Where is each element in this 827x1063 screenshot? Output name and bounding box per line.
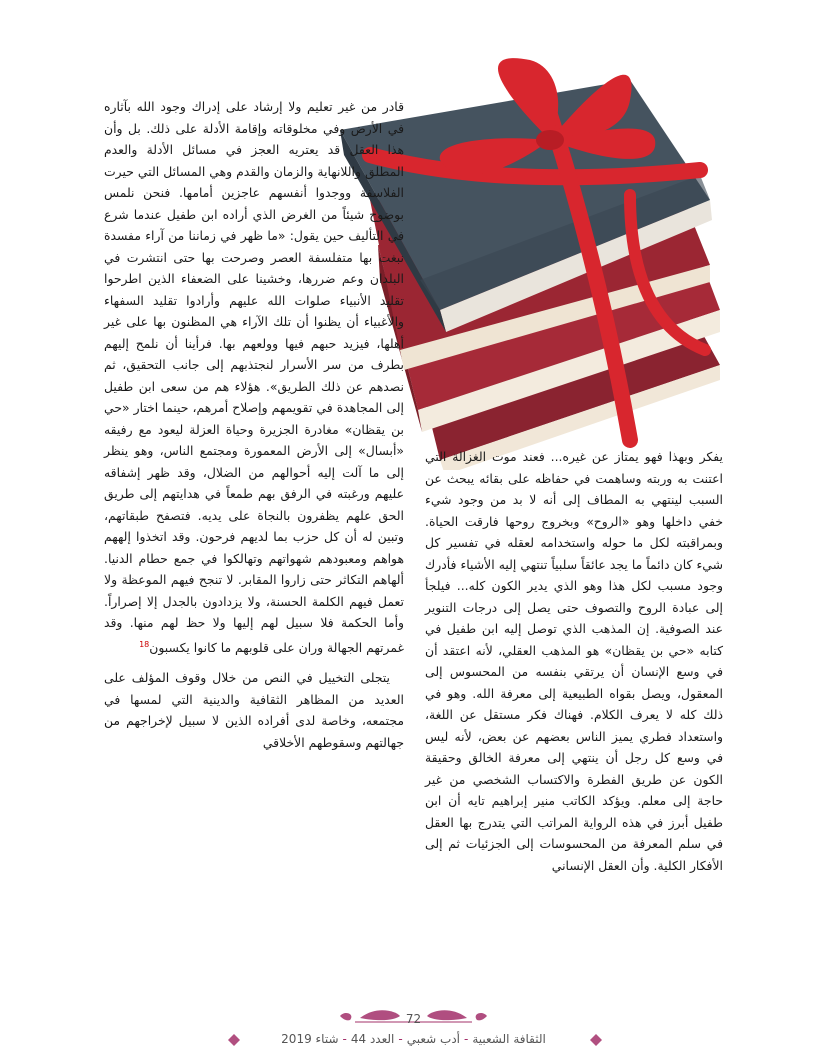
article-column-left <box>425 446 723 876</box>
footer-separator: - <box>398 1032 403 1046</box>
footnote-reference: 18 <box>139 639 150 649</box>
issue-season: شتاء 2019 <box>281 1032 339 1046</box>
page-number: 72 <box>405 1012 422 1026</box>
paragraph-3: يفكر وبهذا فهو يمتاز عن غيره... فعند موت الغزالة التي اعتنت به وربته وساهمت في حفاظه على بقائه يبحث عن السبب لينتهي به المطاف إلى أنه لا بد من وجود شيء خفي داخلها وهو «الروح» وبخروج روحها فارقت الحياة. وبمراقبته لكل ما حوله واستخدامه لعقله في تفسير كل شيء كان دائماً ما يجد عائقاً سلبياً تنتهي إليه الأشياء فأدرك وجود مسبب لكل هذا وهو الذي يدير الكون كله... فيلجأ إلى عبادة الروح والتصوف حتى يصل إلى درجات التنوير عند الصوفية. إن المذهب الذي توصل إليه ابن طفيل في كتابه «حي بن يقظان» هو المذهب العقلي، لأنه اعتقد أن في وسع الإنسان أن يرتقي بنفسه من المحسوس إلى المعقول، ويصل بقواه الطبيعية إلى معرفة الله. وهو في ذلك كله لا يعرف الكلام. فهناك فكر مستقل عن اللغة، واستعداد فطري يميز الناس بعضهم عن بعض، لأنه ليس في وسع كل رجل أن ينتهي إلى معرفة الخالق وحقيقة الكون عن طريق الفطرة والاكتساب الشخصي من غير حاجة إلى معلم. ويؤكد الكاتب منير إبراهيم تايه أن ابن طفيل أبرز في هذه الرواية المراتب التي يتدرج بها العقل في سلم المعرفة من المحسوسات إلى الجزئيات ثم إلى الأفكار الكلية. وأن العقل الإنساني <box>425 449 723 873</box>
footer-separator: - <box>342 1032 347 1046</box>
footer-separator: - <box>464 1032 469 1046</box>
paragraph-2: يتجلى التخييل في النص من خلال وقوف المؤلف على العديد من المظاهر الثقافية والدينية التي لمسها في مجتمعه، وخاصة لدى أفراده الذين لا سبيل لإخراجهم من جهالتهم وسقوطهم الأخلاقي <box>104 670 404 750</box>
magazine-name: الثقافة الشعبية <box>472 1032 546 1046</box>
footer-publication-info <box>0 1032 827 1046</box>
article-column-right <box>104 96 404 753</box>
paragraph-1: قادر من غير تعليم ولا إرشاد على إدراك وجود الله بآثاره في الأرض وفي مخلوقاته وإقامة الأدلة على ذلك. بل وأن هذا العقل قد يعتريه العجز في مسائل الأدلة والعدم المطلق واللانهاية والزمان والقدم وهي المسائل التي حيرت الفلاسفة ووجدوا أنفسهم عاجزين أمامها. فنحن نلمس بوضوح شيئاً من الغرض الذي أراده ابن طفيل عندما شرع في التأليف حين يقول: «ما ظهر في زماننا من آراء مفسدة نبغت بها متفلسفة العصر وصرحت بها حتى انتشرت في البلدان وعم ضررها، وخشينا على الضعفاء الذين اطرحوا تقليد الأنبياء صلوات الله عليهم وأرادوا تقليد السفهاء والأغبياء أن يظنوا أن تلك الآراء هي المظنون بها على غير أهلها، فيزيد حبهم فيها وولعهم بها. فرأينا أن نلمح إليهم بطرف من سر الأسرار لنجتذبهم إلى جانب التحقيق، ثم نصدهم عن ذلك الطريق». هؤلاء هم من سعى ابن طفيل إلى المجاهدة في تقويمهم وإصلاح أمرهم، حينما اختار «حي بن يقظان» مغادرة الجزيرة وحياة العزلة ليعود مع رفيقه «أبسال» إلى الأرض المعمورة ومجتمع الناس، وهو ينظر إلى ما آلت إليه أحوالهم من الضلال، وقد ظهر إشفاقه عليهم ورغبته في الرفق بهم طمعاً في هدايتهم إلى طريق الحق علهم يظفرون بالنجاة على يديه. فتصفح طبقاتهم، وتبين له أن كل حزب بما لديهم فرحون. وقد اتخذوا إلههم هواهم ومعبودهم شهواتهم وتهالكوا في جمع حطام الدنيا. ألهاهم التكاثر حتى زاروا المقابر. لا تنجح فيهم الموعظة ولا تعمل فيهم الكلمة الحسنة، ولا يزدادون بالجدل إلا إصراراً. وأما الحكمة فلا سبيل لهم إليها ولا حظ لهم منها. وقد غمرتهم الجهالة وران على قلوبهم ما كانوا يكسبون$^{18}$ <box>104 99 404 655</box>
section-name: أدب شعبي <box>406 1032 460 1046</box>
issue-number: العدد 44 <box>350 1032 395 1046</box>
